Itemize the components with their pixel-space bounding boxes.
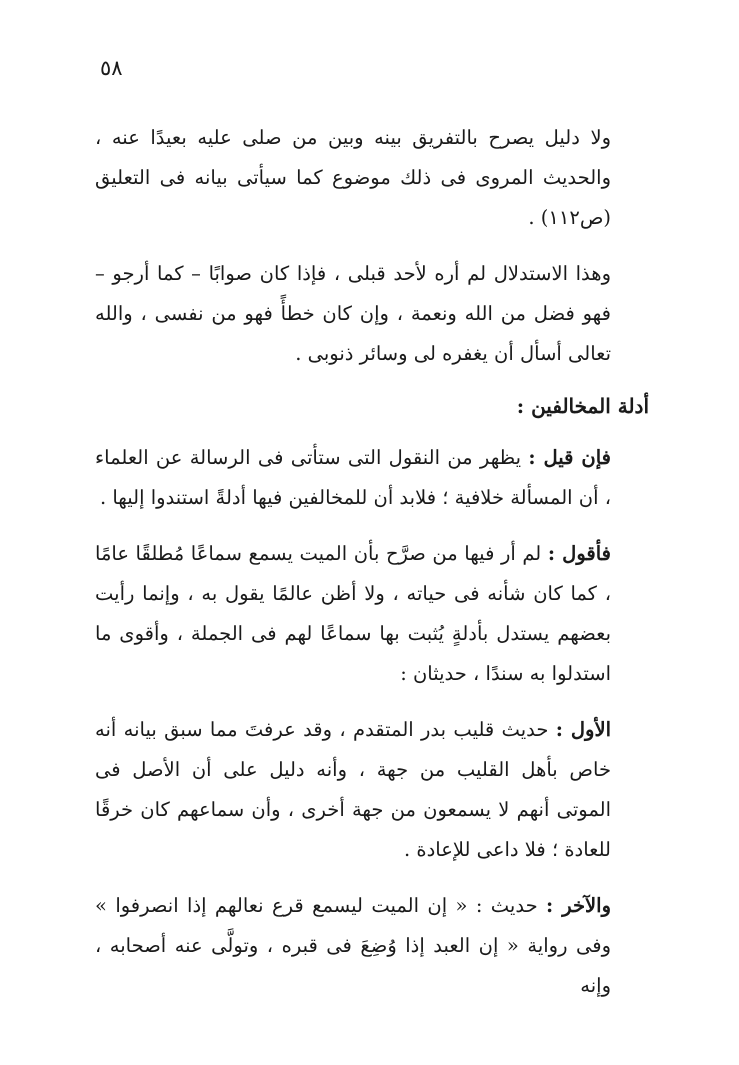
paragraph-text: وهذا الاستدلال لم أره لأحد قبلى ، فإذا كان صوابًا – كما أرجو – فهو فضل من الله ونعمة ، وإن كان خطأً فهو من نفسى ، والله تعالى أسأل أن يغفره لى وسائر ذنوبى . bbox=[95, 262, 611, 365]
paragraph-lead: والآخر : bbox=[546, 894, 611, 917]
paragraph-i-say bbox=[95, 534, 649, 694]
page-number: ٥٨ bbox=[100, 56, 123, 80]
section-heading-opponents-evidence: أدلة المخالفين : bbox=[516, 394, 649, 418]
paragraph-text: حديث قليب بدر المتقدم ، وقد عرفتَ مما سبق بيانه أنه خاص بأهل القليب من جهة ، وأنه دليل على أن الأصل فى الموتى أنهم لا يسمعون من جهة أخرى ، وأن سماعهم كان خرقًا للعادة ؛ فلا داعى للإعادة . bbox=[95, 718, 611, 861]
paragraph-text: لم أر فيها من صرَّح بأن الميت يسمع سماعًا مُطلقًا عامًا ، كما كان شأنه فى حياته ، ولا أظن عالمًا يقول به ، وإنما رأيت بعضهم يستدل بأدلةٍ يُثبت بها سماعًا لهم فى الجملة ، وأقوى ما استدلوا به سندًا ، حديثان : bbox=[95, 542, 611, 685]
paragraph-first-hadith bbox=[95, 710, 649, 870]
paragraph-if-said bbox=[95, 438, 649, 518]
paragraph-second-hadith bbox=[95, 886, 649, 1006]
page-body bbox=[95, 118, 649, 1006]
paragraph-text: يظهر من النقول التى ستأتى فى الرسالة عن العلماء ، أن المسألة خلافية ؛ فلابد أن للمخالفين فيها أدلةً استندوا إليها . bbox=[95, 446, 611, 509]
paragraph-istidlal bbox=[95, 254, 649, 374]
paragraph-text: حديث : « إن الميت ليسمع قرع نعالهم إذا انصرفوا » وفى رواية « إن العبد إذا وُضِعَ فى قبره ، وتولَّى عنه أصحابه ، وإنه bbox=[95, 894, 611, 997]
paragraph-lead: الأول : bbox=[555, 718, 611, 741]
paragraph-text: ولا دليل يصرح بالتفريق بينه وبين من صلى عليه بعيدًا عنه ، والحديث المروى فى ذلك موضوع كما سيأتى بيانه فى التعليق (ص١١٢) . bbox=[95, 126, 611, 229]
paragraph-lead: فأقول : bbox=[547, 542, 611, 565]
paragraph-lead: فإن قيل : bbox=[528, 446, 611, 469]
paragraph-no-evidence bbox=[95, 118, 649, 238]
